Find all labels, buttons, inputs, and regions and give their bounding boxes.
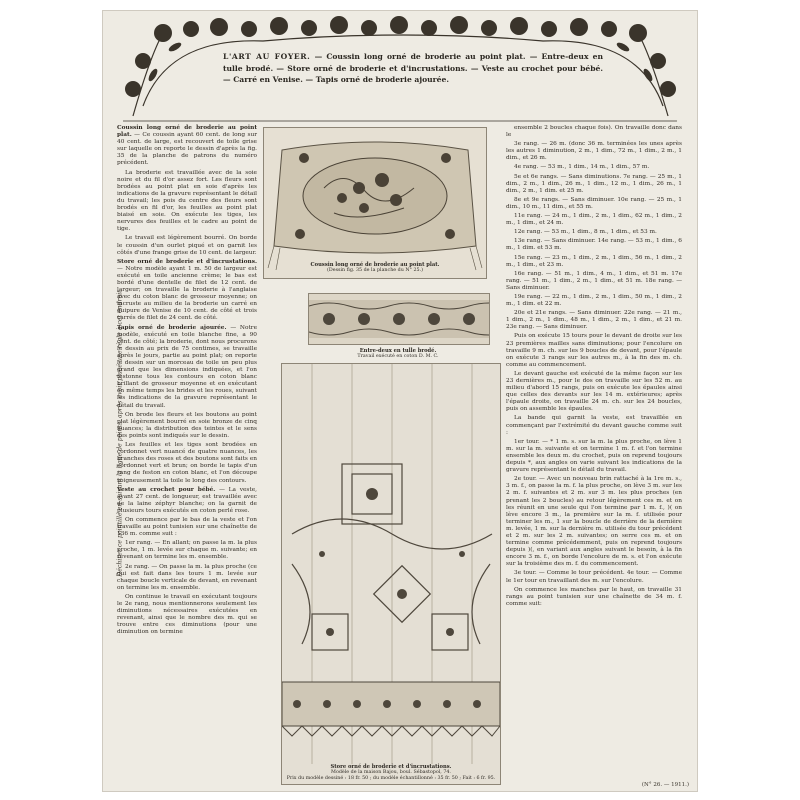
veste-paragraph-5: On continue le travail en exécutant toujours le 2e rang, nous mentionnerons seulement les diminutions nécessaires exécutées en revenant, ainsi que le nombre des m. qui se trouve entre ces diminutions (pour une diminution on termine (117, 593, 257, 636)
right-paragraph-12: 20e et 21e rangs. — Sans diminuer. 22e rang. — 21 m., 1 dim., 2 m., 1 dim., 48 m., 1 dim., 2 m., 1 dim., et 21 m. 23e rang. — Sans diminuer. (506, 310, 682, 331)
tapis-paragraph-3: Les feuilles et les tiges sont brodées en cordonnet vert nuancé de quatre nuances, les branches des roses et des boutons sont faits en cordonnet vert et brun; on borde le tapis d'un rang de feston en coton blanc, et l'on découpe soigneusement la toile le long des contours. (117, 442, 257, 484)
tapis-heading: Tapis orné de broderie ajourée. (117, 324, 227, 331)
cushion-drawing (264, 128, 486, 278)
issue-number: (N° 26. — 1911.) (641, 782, 689, 788)
store-caption-title: Store orné de broderie et d'incrustations. (330, 764, 452, 770)
entre-deux-caption-title: Entre-deux en tulle brodé. (359, 348, 437, 354)
right-paragraph-8: 13e rang. — Sans diminuer. 14e rang. — 53 m., 1 dim., 6 m., 1 dim. et 53 m. (506, 238, 682, 252)
entre-deux-illustration (308, 293, 490, 345)
tapis-paragraph-2: On brode les fleurs et les boutons au point plat légèrement bourré en soie bronze de cinq nuances; la distribution des teintes et le sens des points sont indiqués sur le dessin. (117, 411, 257, 439)
entre-deux-caption-subtitle: Travail exécuté en coton D. M. C. (357, 354, 439, 359)
right-paragraph-6: 11e rang. — 24 m., 1 dim., 2 m., 1 dim., 62 m., 1 dim., 2 m., 1 dim., et 24 m. (506, 213, 682, 227)
store-caption-subtitle-2: Prix du modèle dessiné : 18 fr. 50 ; du modèle échantillonné : 35 fr. 50 ; Fait : 6 fr. 95. (286, 776, 496, 781)
right-paragraph-13: Puis on exécute 15 tours pour le devant de droite sur les 23 premières mailles sans diminutions; pour l'encolure on travaille 9 m. ch. sur les 9 boucles de devant, pour l'épaule on exécute 3 rangs sur les autres m., à la fin des m. ch. comme au commencement. (506, 333, 682, 368)
right-paragraph-5: 8e et 9e rangs. — Sans diminuer. 10e rang. — 25 m., 1 dim., 10 m., 11 dim., et 55 m. (506, 196, 682, 210)
right-paragraph-10: 16e rang. — 51 m., 1 dim., 4 m., 1 dim., et 51 m. 17e rang. — 51 m., 1 dim., 2 m., 1 dim., et 51 m. 18e rang. — Sans diminuer. (506, 270, 682, 291)
right-paragraph-11: 19e rang. — 22 m., 1 dim., 2 m., 1 dim., 50 m., 1 dim., 2 m., 1 dim. et 22 m. (506, 293, 682, 308)
section-summary: — Coussin long orné de broderie au point plat. — Entre-deux en tulle brodé. — Store orné de broderie et d'incrustations. — Veste au crochet pour bébé. — Carré en Venise. — Tapis orné de broderie ajourée. (223, 52, 603, 84)
store-curtain-illustration (281, 363, 501, 785)
veste-paragraph-4: 2e rang. — On passe la m. la plus proche (ce qui est fait dans les tours 1 m. levée sur chaque boucle verticale de devant, en revenant on termine les m. ensemble. (117, 563, 257, 591)
right-paragraph-15: La bande qui garnit la veste, est travaillée en commençant par l'extrémité du devant gauche comme suit : (506, 415, 682, 436)
curtain-drawing (282, 364, 500, 764)
page-header (223, 51, 603, 86)
section-title: L'ART AU FOYER. (223, 52, 311, 61)
lace-strip-drawing (309, 294, 489, 344)
store-text: — Notre modèle ayant 1 m. 50 de largeur est exécuté en toile ancienne crème; le bas est bordé d'une dentelle de filet de 12 cent. de largeur; on travaille la broderie à l'anglaise avec du coton blanc de grosseur moyenne; on incruste au milieu de la broderie un carré en guipure de Venise de 10 cent. de côté et trois carrés de filet de 24 cent. de côté. (117, 265, 257, 322)
left-column (117, 125, 257, 638)
right-paragraph-18: 3e tour. — Comme le tour précédent. 4e tour. — Comme le 1er tour en travaillant des m. sur l'encolure. (506, 570, 682, 584)
store-caption (282, 764, 500, 782)
cushion-caption-subtitle: (Dessin fig. 35 de la planche du N° 25.) (327, 268, 423, 273)
cushion-caption-title: Coussin long orné de broderie au point plat. (310, 262, 440, 268)
cushion-text: — Ce coussin ayant 60 cent. de long sur 40 cent. de large, est recouvert de toile grise sur laquelle on reporte le dessin d'après la fig. 35 de la planche de patrons du numéro précédent. (117, 132, 258, 167)
cushion-caption (264, 262, 486, 274)
right-paragraph-17: 2e tour. — Avec un nouveau brin rattaché à la 1re m. s., 3 m. f., on passe la m. f. la plus proche, on lève 3 m. sur les 2 m. f. suivantes et 2 m. sur 3 m. les plus proches (en prenant les 2 boucles) au retour légèrement ces m. et on les réunit en une seule qui l'on termine par 1 m. f., )( on lève encore 3 m., la première sur la m. f. utilisée pour terminer les m., 1 sur la boucle de derrière de la dernière m. levée, 1 m. sur la dernière m. utilisée du tour précédent et 2 m. sur les 2 m. suivantes; on serre ces m. et on termine comme précédemment, puis on reprend toujours depuis )(, en variant aux angles suivant le besoin, à la fin encore 3 m. f., on borde l'encolure de m. s. et l'on exécute sur la troisième des m. f. du commencement. (506, 476, 682, 568)
cut-instruction-note: Déchirer ce pointillé en suivant la ligne de points, après avoir placé une règle à cet endroit. (116, 288, 124, 577)
right-paragraph-4: 5e et 6e rangs. — Sans diminutions. 7e rang. — 25 m., 1 dim., 2 m., 1 dim., 26 m., 1 dim., 12 m., 1 dim., 26 m., 1 dim., 2 m., 1 dim. et 25 m. (506, 173, 682, 194)
right-paragraph-9: 15e rang. — 23 m., 1 dim., 2 m., 1 dim., 56 m., 1 dim., 2 m., 1 dim., et 23 m. (506, 254, 682, 268)
cushion-paragraph-3: Le travail est légèrement bourré. On borde le coussin d'un ourlet piqué et on garnit les côtés d'une frange grise de 10 cent. de largeur. (117, 235, 257, 256)
cushion-illustration (263, 127, 487, 279)
entre-deux-caption (308, 348, 488, 360)
right-paragraph-19: On commence les manches par le haut, on travaille 31 rangs au point tunisien sur une chaînette de 34 m. f. comme suit: (506, 586, 682, 607)
veste-heading: Veste au crochet pour bébé. (117, 486, 216, 493)
magazine-page (103, 11, 697, 791)
right-paragraph-14: Le devant gauche est exécuté de la même façon sur les 23 dernières m., pour le dos on travaille sur les 52 m. au milieu d'abord 15 rangs, puis on exécute les épaules ainsi que celles des devants sur les 14 m. extérieures; après l'épaule droite, on travaille 24 m. ch. sur les 24 boucles, puis on assemble les épaules. (506, 370, 682, 413)
right-paragraph-2: 3e rang. — 26 m. (donc 36 m. terminées les unes après les autres 1 diminution, 2 m., 1 dim., 72 m., 1 dim., 2 m., 1 dim., et 26 m. (506, 141, 682, 162)
right-column (506, 125, 682, 610)
veste-paragraph-2: On commence par le bas de la veste et l'on travaille au point tunisien sur une chaînette de 136 m. comme suit : (117, 516, 257, 538)
right-paragraph-3: 4e rang. — 53 m., 1 dim., 14 m., 1 dim., 57 m. (514, 164, 650, 171)
right-paragraph-7: 12e rang. — 53 m., 1 dim., 8 m., 1 dim., et 53 m. (514, 229, 657, 236)
cushion-heading: Coussin long orné de broderie au point plat. (117, 125, 257, 139)
right-paragraph-16: 1er tour. — * 1 m. s. sur la m. la plus proche, on lève 1 m. sur la m. suivante et on termine 1 m. f. et l'on termine ensemble les deux m. du crochet, puis on reprend toujours depuis *, aux angles on varie suivant les indications de la gravure représentant le détail du travail. (506, 438, 682, 474)
veste-text: — La veste, ayant 27 cent. de longueur, est travaillée avec de la laine zéphyr blanche; on la garnit de plusieurs tours exécutés en coton perlé rose. (117, 486, 258, 514)
veste-paragraph-3: 1er rang. — En allant; on passe la m. la plus proche, 1 m. levée sur chaque m. suivante; en revenant on termine les m. ensemble. (117, 540, 257, 561)
cushion-paragraph-2: La broderie est travaillée avec de la soie noire et du fil d'or assez fort. Les fleurs sont brodées au point plat en soie d'après les indications de la gravure représentant le détail du travail; les pois du centre des fleurs sont brodés en fil d'or, les feuilles au point plat biaisé en soie. On exécute les tiges, les nervures des feuilles et le cadre au point de tige. (117, 169, 257, 233)
right-paragraph-1: ensemble 2 boucles chaque fois). On travaille donc dans le (506, 125, 682, 139)
store-heading: Store orné de broderie et d'incrustations. (117, 258, 257, 265)
tapis-text: — Notre modèle, exécuté en toile blanche fine, a 90 cent. de côté; la broderie, dont nous procurons le dessin au prix de 75 centimes, se travaille après le jours, partie au point plat; on reporte le dessin sur un morceau de toile un peu plus grand que les dimensions indiquées, et l'on festonne tous les contours en coton blanc brillant de grosseur moyenne et en exécutant en même temps les brides et les roues, suivant les indications de la gravure représentant le détail du travail. (117, 324, 258, 409)
store-caption-subtitle-1: Modèle de la maison Bajou, boul. Sébastopol, 74. (331, 770, 451, 775)
